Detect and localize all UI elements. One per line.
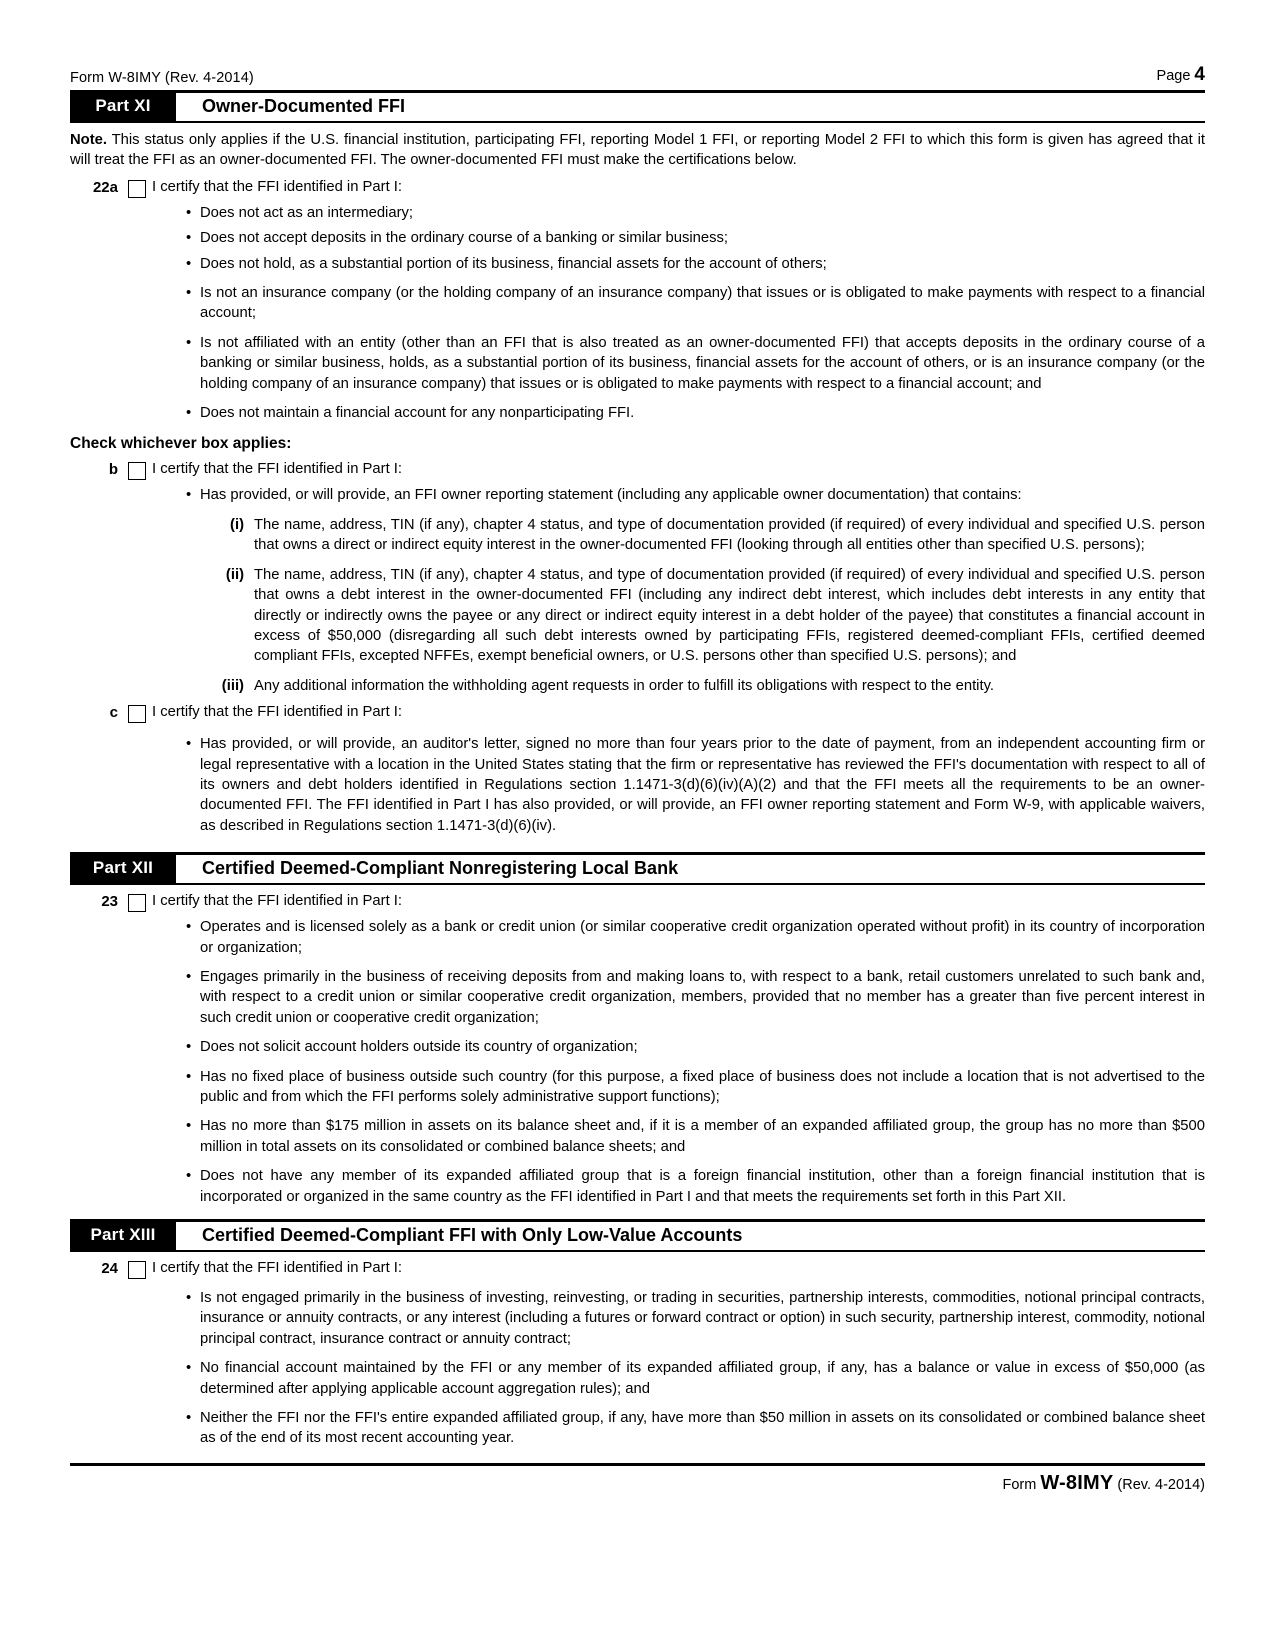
line-22c-text: I certify that the FFI identified in Part I: (152, 704, 403, 721)
list-item: • Does not solicit account holders outside its country of organization; (186, 1037, 1205, 1057)
document-header (70, 64, 1205, 90)
roman-label: (i) (230, 516, 244, 533)
line-23 (70, 891, 1205, 912)
document-footer (70, 1463, 1205, 1495)
line-23-bullets (70, 917, 1205, 1207)
list-item: • Has provided, or will provide, an FFI owner reporting statement (including any applicable owner documentation) that contains: (186, 485, 1205, 505)
note-label: Note. (70, 132, 107, 148)
list-item: • Is not affiliated with an entity (other than an FFI that is also treated as an owner-documented FFI) that accepts deposits in the ordinary course of a banking or similar business, holds, as a substantial portion of its business, financial assets for the account of others, or is an insurance company (or the holding company of an insurance company) that issues or is obligated to make payments with respect to a financial account; and (186, 333, 1205, 394)
part-xii-title: Certified Deemed-Compliant Nonregistering Local Bank (202, 858, 679, 879)
part-xiii-header (70, 1219, 1205, 1252)
line-24 (70, 1258, 1205, 1279)
line-22b-bullets (70, 485, 1205, 505)
list-item: • Does not act as an intermediary; (186, 203, 1205, 223)
list-item: • Is not engaged primarily in the business of investing, reinvesting, or trading in securities, partnership interests, commodities, notional principal contracts, insurance or annuity contracts, or any interest (including a futures or forward contract or option) in such security, partnership interest, commodity, notional principal contract, insurance contract or annuity contract; (186, 1288, 1205, 1349)
part-xi-header (70, 90, 1205, 123)
line-22a (70, 177, 1205, 198)
line-22c-paragraph: • Has provided, or will provide, an auditor's letter, signed no more than four years prior to the date of payment, from an independent accounting firm or legal representative with a location in the United States stating that the firm or representative has reviewed the FFI's documentation with respect to all of its owners and debt holders identified in Regulations section 1.1471-3(d)(6)(iv)(A)(2) and that the FFI meets all the requirements to be an owner-documented FFI. The FFI identified in Part I has also provided, or will provide, an FFI owner reporting statement and Form W-9, with applicable waivers, as described in Regulations section 1.1471-3(d)(6)(iv). (70, 734, 1205, 836)
line-24-text: I certify that the FFI identified in Part I: (152, 1260, 403, 1277)
page-label: Page (1156, 68, 1191, 84)
list-item: • Has no fixed place of business outside such country (for this purpose, a fixed place of business does not include a location that is not advertised to the public and from which the FFI performs solely administrative support functions); (186, 1067, 1205, 1108)
checkbox-23[interactable] (128, 894, 146, 912)
list-item: • Does not accept deposits in the ordinary course of a banking or similar business; (186, 228, 1205, 248)
list-item (220, 565, 1205, 667)
part-xii-header (70, 852, 1205, 885)
checkbox-22c[interactable] (128, 705, 146, 723)
page-number: 4 (1194, 64, 1205, 85)
page-indicator (1157, 64, 1205, 86)
footer-revision: (Rev. 4-2014) (1117, 1476, 1205, 1493)
list-item (220, 676, 1205, 696)
checkbox-22b[interactable] (128, 462, 146, 480)
list-item: • Does not hold, as a substantial portion of its business, financial assets for the account of others; (186, 254, 1205, 274)
list-item: • Engages primarily in the business of receiving deposits from and making loans to, with respect to a bank, retail customers unrelated to such bank and, with respect to a credit union or similar cooperative credit organization, members, provided that no member has a greater than five percent interest in such credit union or cooperative credit organization; (186, 967, 1205, 1028)
roman-text: Any additional information the withholding agent requests in order to fulfill its obligations with respect to the entity. (254, 677, 994, 694)
line-23-number: 23 (101, 893, 118, 911)
part-xi-tag: Part XI (70, 93, 176, 121)
footer-form-name: W-8IMY (1040, 1471, 1114, 1494)
list-item: • Does not have any member of its expanded affiliated group that is a foreign financial institution, other than a foreign financial institution that is incorporated or organized in the same country as the FFI identified in Part I and that meets the requirements set forth in this Part XII. (186, 1166, 1205, 1207)
checkbox-24[interactable] (128, 1261, 146, 1279)
list-item (220, 515, 1205, 556)
roman-text: The name, address, TIN (if any), chapter 4 status, and type of documentation provided (if required) of every individual and specified U.S. person that owns a direct or indirect equity interest in the owner-documented FFI (looking through all entities other than specified U.S. persons); (254, 516, 1205, 554)
line-22a-bullets (70, 203, 1205, 424)
list-item: • Does not maintain a financial account for any nonparticipating FFI. (186, 403, 1205, 423)
line-22a-number: 22a (92, 178, 118, 196)
list-item: • Is not an insurance company (or the holding company of an insurance company) that issues or is obligated to make payments with respect to a financial account; (186, 283, 1205, 324)
note-text: This status only applies if the U.S. financial institution, participating FFI, reporting Model 1 FFI, or reporting Model 2 FFI to which this form is given has agreed that it will treat the FFI as an owner-documented FFI. The owner-documented FFI must make the certifications below. (70, 132, 1205, 169)
list-item: • No financial account maintained by the FFI or any member of its expanded affiliated group, if any, has a balance or value in excess of $50,000 (as determined after applying applicable account aggregation rules); and (186, 1358, 1205, 1399)
roman-label: (iii) (221, 677, 244, 694)
line-23-text: I certify that the FFI identified in Part I: (152, 893, 403, 910)
line-24-number: 24 (101, 1260, 118, 1278)
line-22c-number: c (109, 704, 118, 722)
roman-label: (ii) (225, 566, 244, 583)
list-item: • Operates and is licensed solely as a bank or credit union (or similar cooperative credit organization operated without profit) in its country of incorporation or organization; (186, 917, 1205, 958)
part-xi-title: Owner-Documented FFI (202, 96, 406, 116)
part-xii-tag: Part XII (70, 855, 176, 883)
list-item: • Has no more than $175 million in assets on its balance sheet and, if it is a member of an expanded affiliated group, the group has no more than $500 million in total assets on its consolidated or combined balance sheets; and (186, 1116, 1205, 1157)
footer-form-label: Form (1002, 1476, 1037, 1493)
line-22b-text: I certify that the FFI identified in Part I: (152, 461, 403, 478)
part-xiii-tag: Part XIII (70, 1222, 176, 1250)
check-whichever-label: Check whichever box applies: (70, 435, 292, 453)
line-22a-text: I certify that the FFI identified in Part I: (152, 178, 403, 195)
part-xi-note (70, 130, 1205, 171)
part-xiii-title: Certified Deemed-Compliant FFI with Only Low-Value Accounts (202, 1225, 743, 1246)
line-22c (70, 702, 1205, 723)
form-identifier: Form W-8IMY (Rev. 4-2014) (70, 70, 254, 86)
roman-text: The name, address, TIN (if any), chapter 4 status, and type of documentation provided (if required) of every individual and specified U.S. person that owns a debt interest in the owner-documented FFI (including any indirect debt interest, which includes debt interests in any entity that directly or indirectly owns the payee or any direct or indirect equity interest in a debt holder of the payee) that constitutes a financial account in excess of $50,000 (disregarding all such debt interests owned by participating FFIs, registered deemed-compliant FFIs, certified deemed compliant FFIs, excepted NFFEs, exempt beneficial owners, or U.S. persons other than specified U.S. persons); and (254, 566, 1205, 665)
line-24-bullets (70, 1288, 1205, 1449)
line-22b-number: b (108, 461, 118, 479)
line-22b-roman-list (70, 515, 1205, 696)
checkbox-22a[interactable] (128, 180, 146, 198)
line-22b (70, 459, 1205, 480)
list-item: • Neither the FFI nor the FFI's entire expanded affiliated group, if any, have more than $50 million in assets on its consolidated or combined balance sheet as of the end of its most recent accounting year. (186, 1408, 1205, 1449)
